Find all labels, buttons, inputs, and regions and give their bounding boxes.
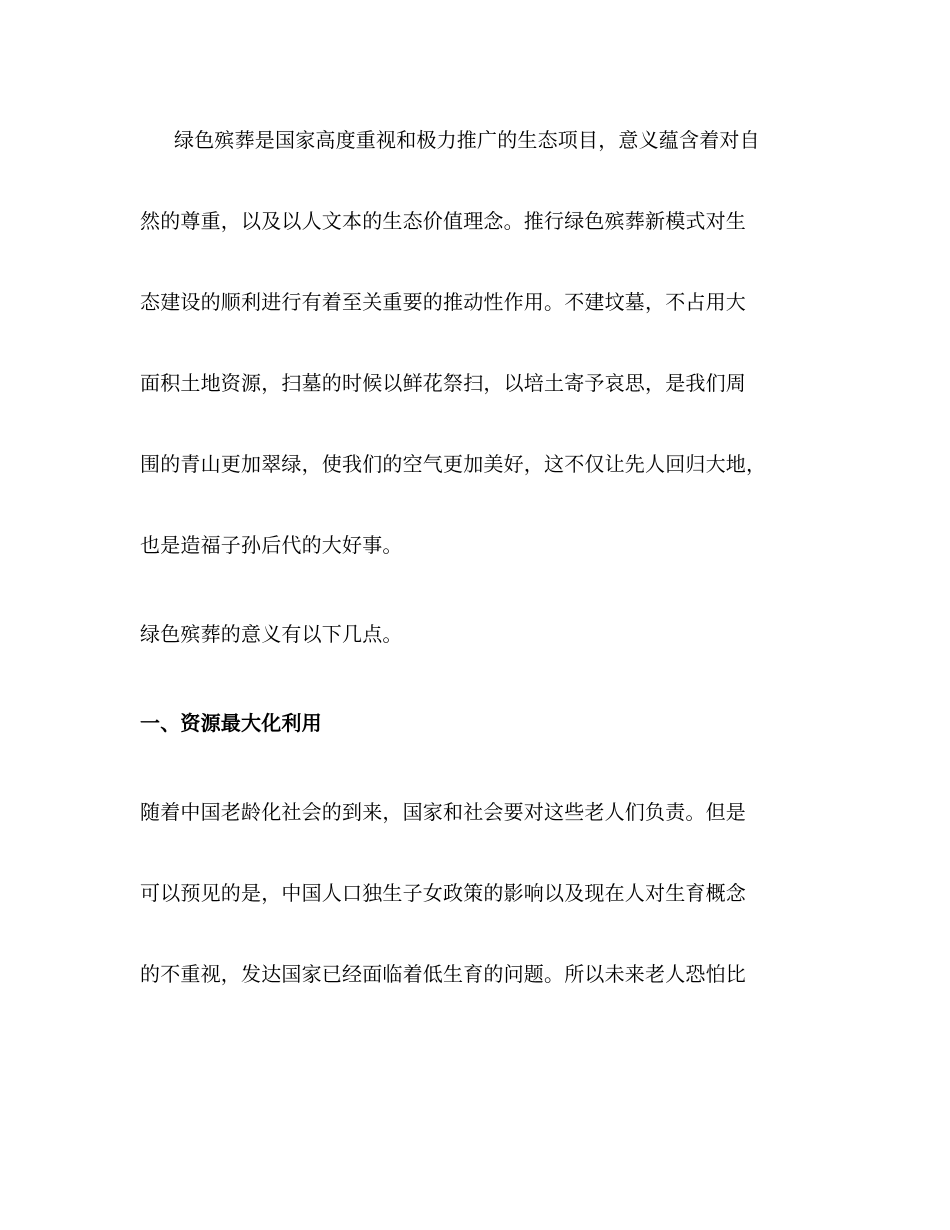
paragraph-line: 绿色殡葬的意义有以下几点。: [140, 622, 403, 646]
paragraph-line: 然的尊重，以及以人文本的生态价值理念。推行绿色殡葬新模式对生: [140, 209, 746, 233]
paragraph-line: 面积土地资源，扫墓的时候以鲜花祭扫，以培土寄予哀思，是我们周: [140, 371, 746, 395]
paragraph-line: 绿色殡葬是国家高度重视和极力推广的生态项目，意义蕴含着对自: [174, 128, 760, 152]
paragraph-line: 的不重视，发达国家已经面临着低生育的问题。所以未来老人恐怕比: [140, 962, 746, 986]
section-heading: 一、资源最大化利用: [140, 711, 322, 735]
paragraph-line: 随着中国老龄化社会的到来，国家和社会要对这些老人们负责。但是: [140, 800, 746, 824]
paragraph-line: 也是造福子孙后代的大好事。: [140, 533, 403, 557]
paragraph-line: 围的青山更加翠绿，使我们的空气更加美好，这不仅让先人回归大地，: [140, 452, 767, 476]
paragraph-line: 态建设的顺利进行有着至关重要的推动性作用。不建坟墓，不占用大: [140, 290, 746, 314]
paragraph-line: 可以预见的是，中国人口独生子女政策的影响以及现在人对生育概念: [140, 881, 746, 905]
